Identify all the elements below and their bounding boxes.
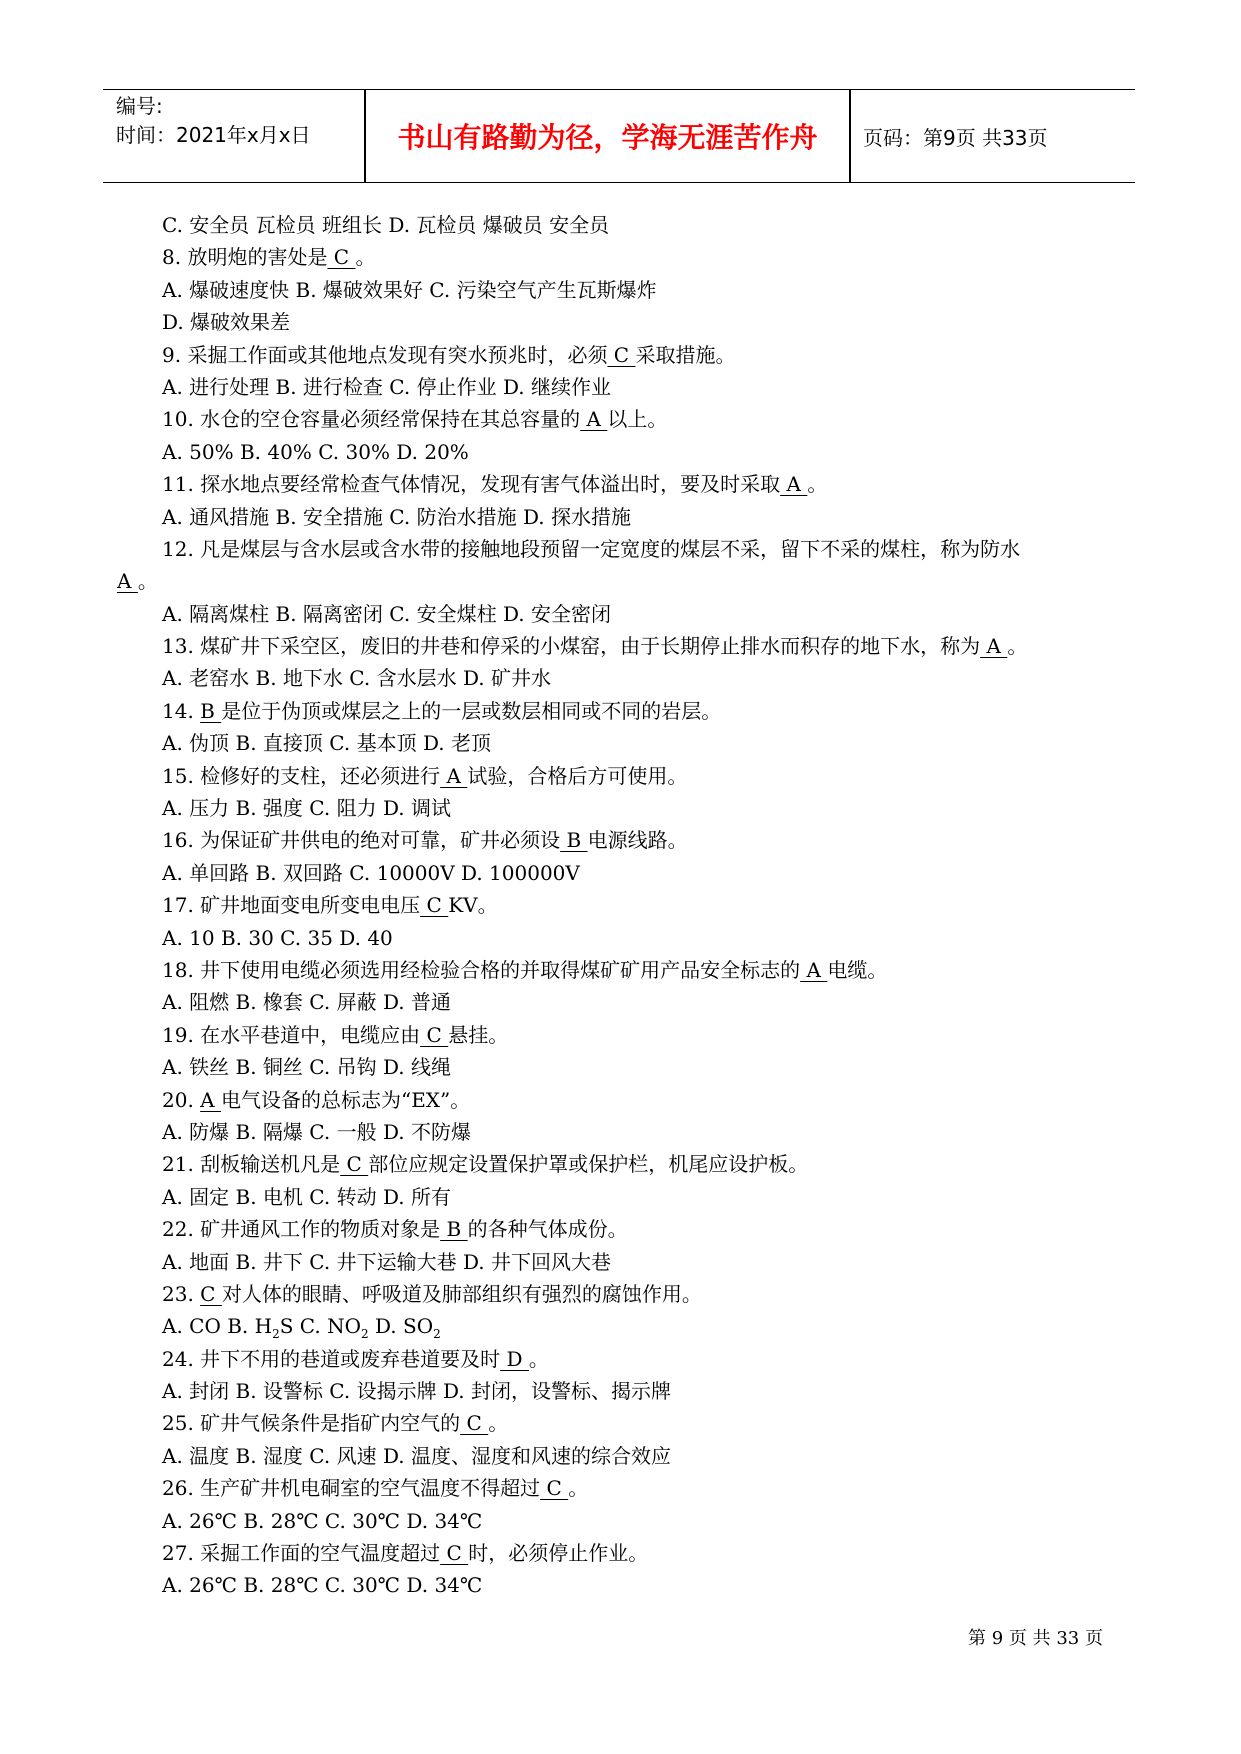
question-text: 25. 矿井气候条件是指矿内空气的 <box>162 1411 461 1436</box>
answer-blank: C <box>440 1541 469 1566</box>
answer-blank: B <box>200 698 222 723</box>
question-text: 。 <box>807 472 828 497</box>
options-line: D. 爆破效果差 <box>162 310 291 335</box>
options-line: A. 50% B. 40% C. 30% D. 20% <box>162 439 469 464</box>
header-time-label: 时间：2021年x月x日 <box>116 123 311 147</box>
options-line: A. 老窑水 B. 地下水 C. 含水层水 D. 矿井水 <box>162 666 551 691</box>
question-text: 的各种气体成份。 <box>467 1217 628 1242</box>
options-line: A. 防爆 B. 隔爆 C. 一般 D. 不防爆 <box>162 1119 471 1144</box>
question-text: 。 <box>488 1411 509 1436</box>
question-text: 采取措施。 <box>635 342 736 367</box>
header-page-label: 页码：第9页 共33页 <box>863 125 1048 150</box>
question-9 <box>117 339 1129 371</box>
options-line: A. 进行处理 B. 进行检查 C. 停止作业 D. 继续作业 <box>162 374 611 399</box>
answer-blank: B <box>560 828 588 853</box>
question-text: 。 <box>1007 634 1028 659</box>
question-text: 是位于伪顶或煤层之上的一层或数层相同或不同的岩层。 <box>221 698 722 723</box>
options-line: A. 26℃ B. 28℃ C. 30℃ D. 34℃ <box>162 1573 483 1598</box>
question-text: 11. 探水地点要经常检查气体情况，发现有害气体溢出时，要及时采取 <box>162 472 781 497</box>
options-line: A. 隔离煤柱 B. 隔离密闭 C. 安全煤柱 D. 安全密闭 <box>162 601 611 626</box>
options-line <box>117 1310 1129 1342</box>
question-text: 20. <box>162 1087 201 1112</box>
subscript: 2 <box>272 1327 280 1342</box>
options-line: A. 封闭 B. 设警标 C. 设揭示牌 D. 封闭，设警标、揭示牌 <box>162 1379 671 1404</box>
question-text: 22. 矿井通风工作的物质对象是 <box>162 1217 441 1242</box>
question-text: 10. 水仓的空仓容量必须经常保持在其总容量的 <box>162 407 581 432</box>
question-text: 21. 刮板输送机凡是 <box>162 1152 341 1177</box>
question-text: 15. 检修好的支柱，还必须进行 <box>162 763 441 788</box>
page-footer: 第 9 页 共 33 页 <box>968 1628 1103 1649</box>
question-13 <box>117 630 1129 662</box>
question-text: 27. 采掘工作面的空气温度超过 <box>162 1541 441 1566</box>
question-text: 。 <box>355 245 376 270</box>
answer-blank: C <box>420 1022 449 1047</box>
question-text: 24. 井下不用的巷道或废弃巷道要及时 <box>162 1346 501 1371</box>
question-text: 13. 煤矿井下采空区，废旧的井巷和停采的小煤窑，由于长期停止排水而积存的地下水，称为 <box>162 634 981 659</box>
answer-blank: C <box>420 893 449 918</box>
options-line: A. 铁丝 B. 铜丝 C. 吊钩 D. 线绳 <box>162 1055 451 1080</box>
options-line: A. 温度 B. 湿度 C. 风速 D. 温度、湿度和风速的综合效应 <box>162 1443 671 1468</box>
question-text: KV。 <box>448 893 498 918</box>
subscript: 2 <box>360 1327 369 1342</box>
question-16 <box>117 824 1129 856</box>
question-text: 电缆。 <box>827 957 888 982</box>
question-text: 26. 生产矿井机电硐室的空气温度不得超过 <box>162 1476 541 1501</box>
subscript: 2 <box>433 1327 441 1342</box>
question-8 <box>117 241 1129 273</box>
answer-blank: A <box>117 569 138 594</box>
question-text: 18. 井下使用电缆必须选用经检验合格的并取得煤矿矿用产品安全标志的 <box>162 957 801 982</box>
options-line: A. 单回路 B. 双回路 C. 10000V D. 100000V <box>162 860 580 885</box>
question-text: 。 <box>137 569 158 594</box>
question-text: 9. 采掘工作面或其他地点发现有突水预兆时，必须 <box>162 342 608 367</box>
question-text: 。 <box>568 1476 589 1501</box>
options-line: A. 爆破速度快 B. 爆破效果好 C. 污染空气产生瓦斯爆炸 <box>162 277 657 302</box>
answer-blank: B <box>440 1217 468 1242</box>
question-text: 电源线路。 <box>587 828 688 853</box>
answer-blank: C <box>340 1152 369 1177</box>
header-motto: 书山有路勤为径，学海无涯苦作舟 <box>397 121 818 154</box>
option-text: S C. NO <box>279 1314 361 1339</box>
answer-blank: A <box>800 957 828 982</box>
answer-blank: C <box>540 1476 569 1501</box>
question-text: 电气设备的总标志为“EX”。 <box>220 1087 471 1112</box>
header-divider <box>849 90 851 182</box>
question-text: 19. 在水平巷道中，电缆应由 <box>162 1022 421 1047</box>
question-22 <box>117 1213 1129 1245</box>
document-header <box>103 89 1135 183</box>
question-text: 。 <box>528 1346 549 1371</box>
question-12-continued <box>117 565 1129 597</box>
question-12 <box>117 533 1129 565</box>
answer-blank: C <box>607 342 636 367</box>
question-17 <box>117 889 1129 921</box>
question-text: 14. <box>162 698 201 723</box>
options-line: A. 阻燃 B. 橡套 C. 屏蔽 D. 普通 <box>162 990 451 1015</box>
question-23 <box>117 1278 1129 1310</box>
question-26 <box>117 1472 1129 1504</box>
question-text: 16. 为保证矿井供电的绝对可靠，矿井必须设 <box>162 828 561 853</box>
question-18 <box>117 954 1129 986</box>
question-27 <box>117 1537 1129 1569</box>
question-25 <box>117 1407 1129 1439</box>
option-text: D. SO <box>368 1314 434 1339</box>
answer-blank: C <box>200 1281 222 1306</box>
answer-blank: A <box>440 763 468 788</box>
question-text: 12. 凡是煤层与含水层或含水带的接触地段预留一定宽度的煤层不采，留下不采的煤柱，称为防水 <box>162 536 1021 561</box>
question-text: 悬挂。 <box>448 1022 509 1047</box>
question-19 <box>117 1019 1129 1051</box>
option-text: A. CO B. H <box>162 1314 273 1339</box>
question-24 <box>117 1343 1129 1375</box>
question-21 <box>117 1148 1129 1180</box>
question-14 <box>117 695 1129 727</box>
answer-blank: A <box>200 1087 221 1112</box>
question-text: 8. 放明炮的害处是 <box>162 245 328 270</box>
question-text: 部位应规定设置保护罩或保护栏，机尾应设护板。 <box>368 1152 809 1177</box>
question-text: 17. 矿井地面变电所变电电压 <box>162 893 421 918</box>
question-10 <box>117 403 1129 435</box>
question-text: 以上。 <box>607 407 668 432</box>
options-line: A. 26℃ B. 28℃ C. 30℃ D. 34℃ <box>162 1508 483 1533</box>
options-line: A. 通风措施 B. 安全措施 C. 防治水措施 D. 探水措施 <box>162 504 631 529</box>
options-line: A. 伪顶 B. 直接顶 C. 基本顶 D. 老顶 <box>162 731 491 756</box>
options-line: A. 压力 B. 强度 C. 阻力 D. 调试 <box>162 796 451 821</box>
answer-blank: D <box>500 1346 529 1371</box>
answer-blank: A <box>780 472 808 497</box>
answer-blank: C <box>460 1411 489 1436</box>
header-info <box>116 92 311 150</box>
question-text: 对人体的眼睛、呼吸道及肺部组织有强烈的腐蚀作用。 <box>221 1281 702 1306</box>
header-number-label: 编号: <box>116 94 163 118</box>
question-list <box>117 209 1129 1602</box>
answer-blank: A <box>980 634 1008 659</box>
answer-blank: C <box>327 245 356 270</box>
question-11 <box>117 468 1129 500</box>
question-20 <box>117 1084 1129 1116</box>
options-line: A. 地面 B. 井下 C. 井下运输大巷 D. 井下回风大巷 <box>162 1249 611 1274</box>
question-15 <box>117 760 1129 792</box>
options-line: A. 固定 B. 电机 C. 转动 D. 所有 <box>162 1184 451 1209</box>
options-line: A. 10 B. 30 C. 35 D. 40 <box>162 925 393 950</box>
question-text: 23. <box>162 1281 201 1306</box>
question-text: 时，必须停止作业。 <box>468 1541 649 1566</box>
answer-blank: A <box>580 407 608 432</box>
question-text: 试验，合格后方可使用。 <box>467 763 688 788</box>
options-line: C. 安全员 瓦检员 班组长 D. 瓦检员 爆破员 安全员 <box>162 213 610 237</box>
